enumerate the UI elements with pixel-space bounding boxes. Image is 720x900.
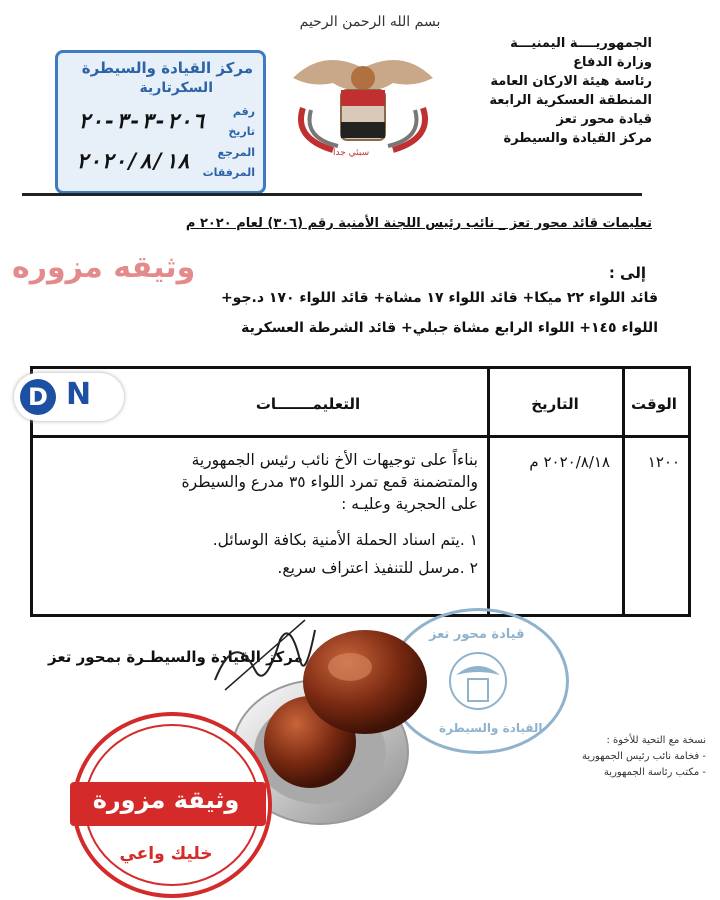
cc-heading: نسخة مع التحية للأخوة : [606,735,706,746]
org-line: المنطقة العسكرية الرابعة [489,93,652,108]
document-subject: تعليمات قائد محور تعز _ نائب رئيس اللجنة الأمنية رقم (٣٠٦) لعام ٢٠٢٠ م [185,216,652,231]
command-center-stamp [55,50,266,194]
instruction-item: ٢ .مرسل للتنفيذ اعتراف سريع. [277,559,478,577]
cc-item: - فخامة نائب رئيس الجمهورية [582,751,706,762]
instruction-intro-line: والمتضمنة قمع تمرد اللواء ٣٥ مدرع والسيطرة [181,473,478,491]
header-divider [22,193,642,196]
stamp-number-value: ٢٠٦-٣-٣-٢٠ [78,109,205,133]
row-date: ٢٠٢٠/٨/١٨ م [529,453,610,471]
table-divider [33,435,688,438]
copy-recipients [536,733,706,781]
stamp-label-attachments: المرفقات [202,166,255,179]
instruction-intro-line: على الحجرية وعليـه : [341,495,478,513]
row-instructions [78,449,478,579]
header-time: الوقت [631,395,677,413]
round-stamp-bottom-text: القيادة والسيطرة [439,721,543,735]
org-line: مركز القيادة والسيطرة [503,131,652,146]
logo-letter-n: N [66,377,92,412]
org-line: الجمهوريــــة اليمنيـــة [510,36,652,51]
emblem-motto: سبئي جدا [333,148,370,158]
forged-label: وثيقه مزوره [12,250,196,285]
instructions-table [30,366,691,617]
basmala: بسم الله الرحمن الرحيم [299,14,441,30]
header-instructions: التعليمـــــــات [255,395,361,413]
dn-logo [14,373,124,421]
org-line: قيادة محور تعز [556,112,652,127]
instruction-item: ١ .يتم اسناد الحملة الأمنية بكافة الوسائل. [212,531,478,549]
organization-header [432,34,652,148]
stamp-label-reference: المرجع [217,146,255,159]
seal-main-text: وثيقة مزورة [92,786,240,814]
signature-title: مركز القيادة والسيطـرة بمحور تعز [48,648,303,666]
addressee-line: اللواء ١٤٥+ اللواء الرابع مشاة جبلي+ قائد الشرطة العسكرية [241,320,658,336]
stamp-label-date: تاريخ [228,125,255,138]
to-label: إلى : [608,264,646,282]
seal-slogan: خليك واعي [119,844,213,864]
round-stamp-top-text: قيادة محور تعز [429,627,525,642]
stamp-title: مركز القيادة والسيطرة [81,59,253,77]
addressee-line: قائد اللواء ٢٢ ميكا+ قائد اللواء ١٧ مشاة+ قائد اللواء ١٧٠ د.جو+ [220,290,658,306]
logo-letter-d: D [20,379,56,415]
stamp-date-value: ٢٠٢٠/٨/١٨ [76,149,190,173]
instruction-intro-line: بناءاً على توجيهات الأخ نائب رئيس الجمهورية [191,451,478,469]
stamp-subtitle: السكرتارية [139,80,213,96]
forged-document-seal [72,712,272,898]
table-divider [487,369,490,614]
table-divider [622,369,625,614]
cc-item: - مكتب رئاسة الجمهورية [603,767,706,778]
row-time: ١٢٠٠ [647,453,680,471]
stamp-label-number: رقم [232,105,255,118]
org-line: رئاسة هيئة الاركان العامة [490,74,652,89]
yemen-emblem-icon [283,38,443,166]
stamp-emblem-icon [446,649,510,713]
header-date: التاريخ [531,395,579,413]
org-line: وزارة الدفاع [573,55,652,70]
